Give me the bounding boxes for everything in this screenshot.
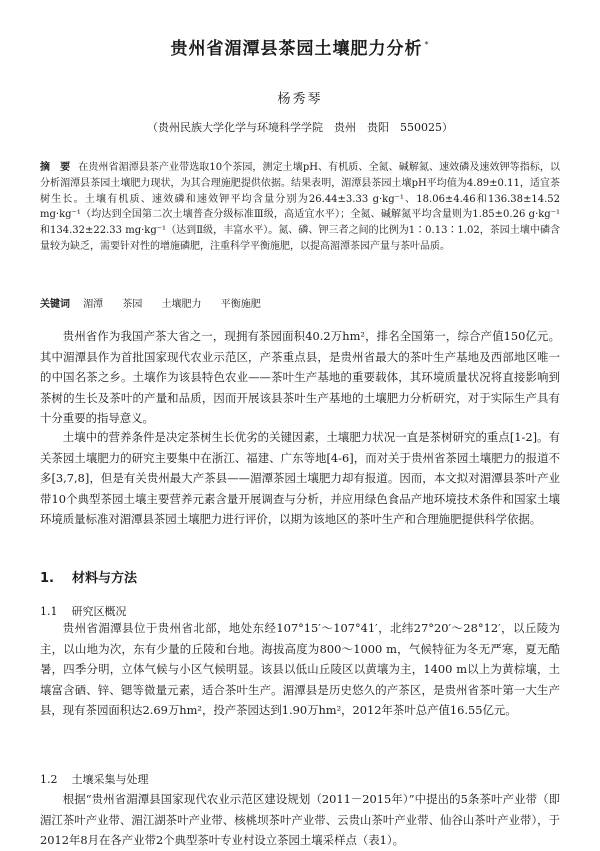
intro-paragraph-2: 土壤中的营养条件是决定茶树生长优劣的关键因素，土壤肥力状况一直是茶树研究的重点[1-2]。有关茶园土壤肥力的研究主要集中在浙江、福建、广东等地[4-6]，而对关于贵州省茶园土壤肥力的报道不多[3,7,8]，但是有关贵州最大产茶县——湄潭茶园土壤肥力却有报道。因而，本文拟对湄潭县茶叶产业带10个典型茶园土壤主要营养元素含量开展调查与分析，并应用绿色食品产地环境技术条件和国家土壤环境质量标准对湄潭县茶园土壤肥力进行评价，以期为该地区的茶叶生产和合理施肥提供科学依据。 [40,430,560,526]
subsection-title: 研究区概况 [71,605,127,618]
subsection-number: 1.1 [40,605,58,618]
keywords [40,295,560,310]
keyword: 土壤肥力 [161,299,202,310]
paper-title [0,34,600,59]
abstract-label: 摘 要 [40,162,71,173]
abstract [40,160,560,255]
keyword: 湄潭 [83,299,104,310]
section-title: 材料与方法 [71,571,137,586]
subsection-heading [40,603,127,619]
title-text: 贵州省湄潭县茶园土壤肥力分析 [170,39,423,59]
author-name: 杨秀琴 [277,92,323,107]
keyword: 茶园 [122,299,143,310]
subsection-number: 1.2 [40,773,58,786]
intro-paragraph-1: 贵州省作为我国产茶大省之一，现拥有茶园面积40.2万hm²，排名全国第一，综合产值150亿元。其中湄潭县作为首批国家现代农业示范区，产茶重点县，是贵州省最大的茶叶生产基地及西部地区唯一的中国名茶之乡。土壤作为该县特色农业——茶叶生产基地的重要载体，其环境质量状况将直接影响到茶树的生长及茶叶的产量和品质，因而开展该县茶叶生产基地的土壤肥力分析研究，对于实际生产具有十分重要的指导意义。 [40,329,560,425]
sampling-paragraph: 根据“贵州省湄潭县国家现代农业示范区建设规划（2011－2015年）”中提出的5条茶叶产业带（即湄江茶叶产业带、湄江湖茶叶产业带、核桃坝茶叶产业带、云贵山茶叶产业带、仙谷山茶叶产业带），于2012年8月在各产业带2个典型茶叶专业村设立茶园土壤采样点（表1）。 [40,792,560,847]
study-area-paragraph: 贵州省湄潭县位于贵州省北部，地处东经107°15′～107°41′，北纬27°20′～28°12′，以丘陵为主，以山地为次，东有少量的丘陵和台地。海拔高度为800～1000 m，气候特征为冬无严寒，夏无酷暑，四季分明，立体气候与小区气候明显。该县以低山丘陵区以黄壤为主，1400 m以上为黄棕壤，土壤富含硒、锌、锶等微量元素，适合茶叶生产。湄潭县是历史悠久的产茶区，是贵州省茶叶第一大生产县，现有茶园面积达2.69万hm²，投产茶园达到1.90万hm²，2012年茶叶总产值16.55亿元。 [40,621,560,717]
section-number: 1. [40,571,54,586]
subsection-heading [40,771,149,787]
keyword: 平衡施肥 [220,299,261,310]
abstract-text: 在贵州省湄潭县茶产业带选取10个茶园，测定土壤pH、有机质、全氮、碱解氮、速效磷及速效钾等指标，以分析湄潭县茶园土壤肥力现状，为其合理施肥提供依据。结果表明，湄潭县茶园土壤pH平均值为4.89±0.11，适宜茶树生长。土壤有机质、速效磷和速效钾平均含量分别为26.44±3.33 g·kg⁻¹、18.06±4.46和136.38±14.52 mg·kg⁻¹（均达到全国第二次土壤普查分级标准Ⅲ级，高适宜水平）；全氮、碱解氮平均含量则为1.85±0.26 g·kg⁻¹和134.32±22.33 mg·kg⁻¹（达到Ⅱ级，丰富水平）。氮、磷、钾三者之间的比例为1∶0.13∶1.02，茶园土壤中磷含量较为缺乏，需要针对性的增施磷肥，注重科学平衡施肥，以提高湄潭茶园产量与茶叶品质。 [40,162,560,252]
keywords-label: 关键词 [40,299,70,310]
section-heading [40,567,137,586]
title-footnote-mark: * [424,40,430,50]
subsection-title: 土壤采集与处理 [71,773,149,786]
affiliation: （贵州民族大学化学与环境科学学院 贵州 贵阳 550025） [147,121,453,134]
